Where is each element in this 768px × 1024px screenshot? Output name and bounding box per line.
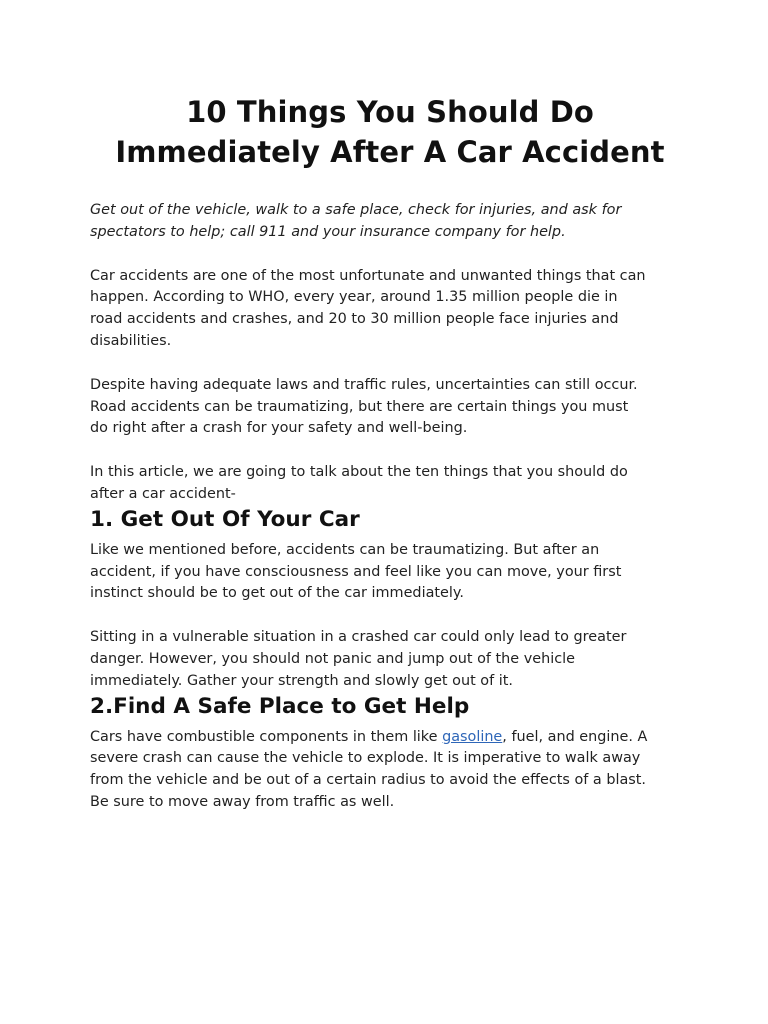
title-line-2: Immediately After A Car Accident	[115, 135, 665, 169]
section-1-paragraph-2	[90, 627, 690, 692]
text-line: Sitting in a vulnerable situation in a crashed car could only lead to greater	[90, 629, 627, 646]
lede-paragraph	[90, 200, 690, 244]
text-line: danger. However, you should not panic and jump out of the vehicle	[90, 650, 575, 667]
text-line: immediately. Gather your strength and slowly get out of it.	[90, 672, 513, 689]
text-line: road accidents and crashes, and 20 to 30 million people face injuries and	[90, 311, 619, 328]
text-line: severe crash can cause the vehicle to explode. It is imperative to walk away	[90, 750, 641, 767]
title-line-1: 10 Things You Should Do	[186, 95, 594, 129]
text-line: from the vehicle and be out of a certain radius to avoid the effects of a blast.	[90, 772, 646, 789]
text-line: Road accidents can be traumatizing, but there are certain things you must	[90, 398, 629, 415]
lede-line: Get out of the vehicle, walk to a safe place, check for injuries, and ask for	[90, 202, 622, 218]
intro-paragraph-1	[90, 266, 690, 353]
section-2-heading: 2.Find A Safe Place to Get Help	[90, 693, 470, 719]
text-line: Like we mentioned before, accidents can be traumatizing. But after an	[90, 541, 600, 558]
section-1-paragraph-1	[90, 540, 690, 605]
text-line: happen. According to WHO, every year, around 1.35 million people die in	[90, 289, 618, 306]
intro-paragraph-2	[90, 375, 690, 440]
document-title	[90, 92, 690, 172]
section-1-heading: 1. Get Out Of Your Car	[90, 506, 360, 532]
intro-paragraph-3	[90, 462, 690, 506]
text-line: after a car accident-	[90, 485, 236, 502]
text-line: do right after a crash for your safety and well-being.	[90, 420, 468, 437]
text-line: disabilities.	[90, 332, 172, 349]
text-line: Car accidents are one of the most unfortunate and unwanted things that can	[90, 267, 646, 284]
text-line: instinct should be to get out of the car immediately.	[90, 585, 464, 602]
text-line: Be sure to move away from traffic as well.	[90, 793, 395, 810]
text-line: In this article, we are going to talk about the ten things that you should do	[90, 464, 628, 481]
gasoline-link[interactable]: gasoline	[442, 728, 503, 745]
text-segment: , fuel, and engine. A	[502, 728, 648, 745]
text-line: accident, if you have consciousness and feel like you can move, your first	[90, 563, 622, 580]
text-segment: Cars have combustible components in them like	[90, 728, 443, 745]
lede-line: spectators to help; call 911 and your insurance company for help.	[90, 223, 566, 240]
document-page	[90, 92, 690, 814]
section-2-paragraph-1	[90, 727, 690, 814]
text-line: Despite having adequate laws and traffic rules, uncertainties can still occur.	[90, 376, 638, 393]
